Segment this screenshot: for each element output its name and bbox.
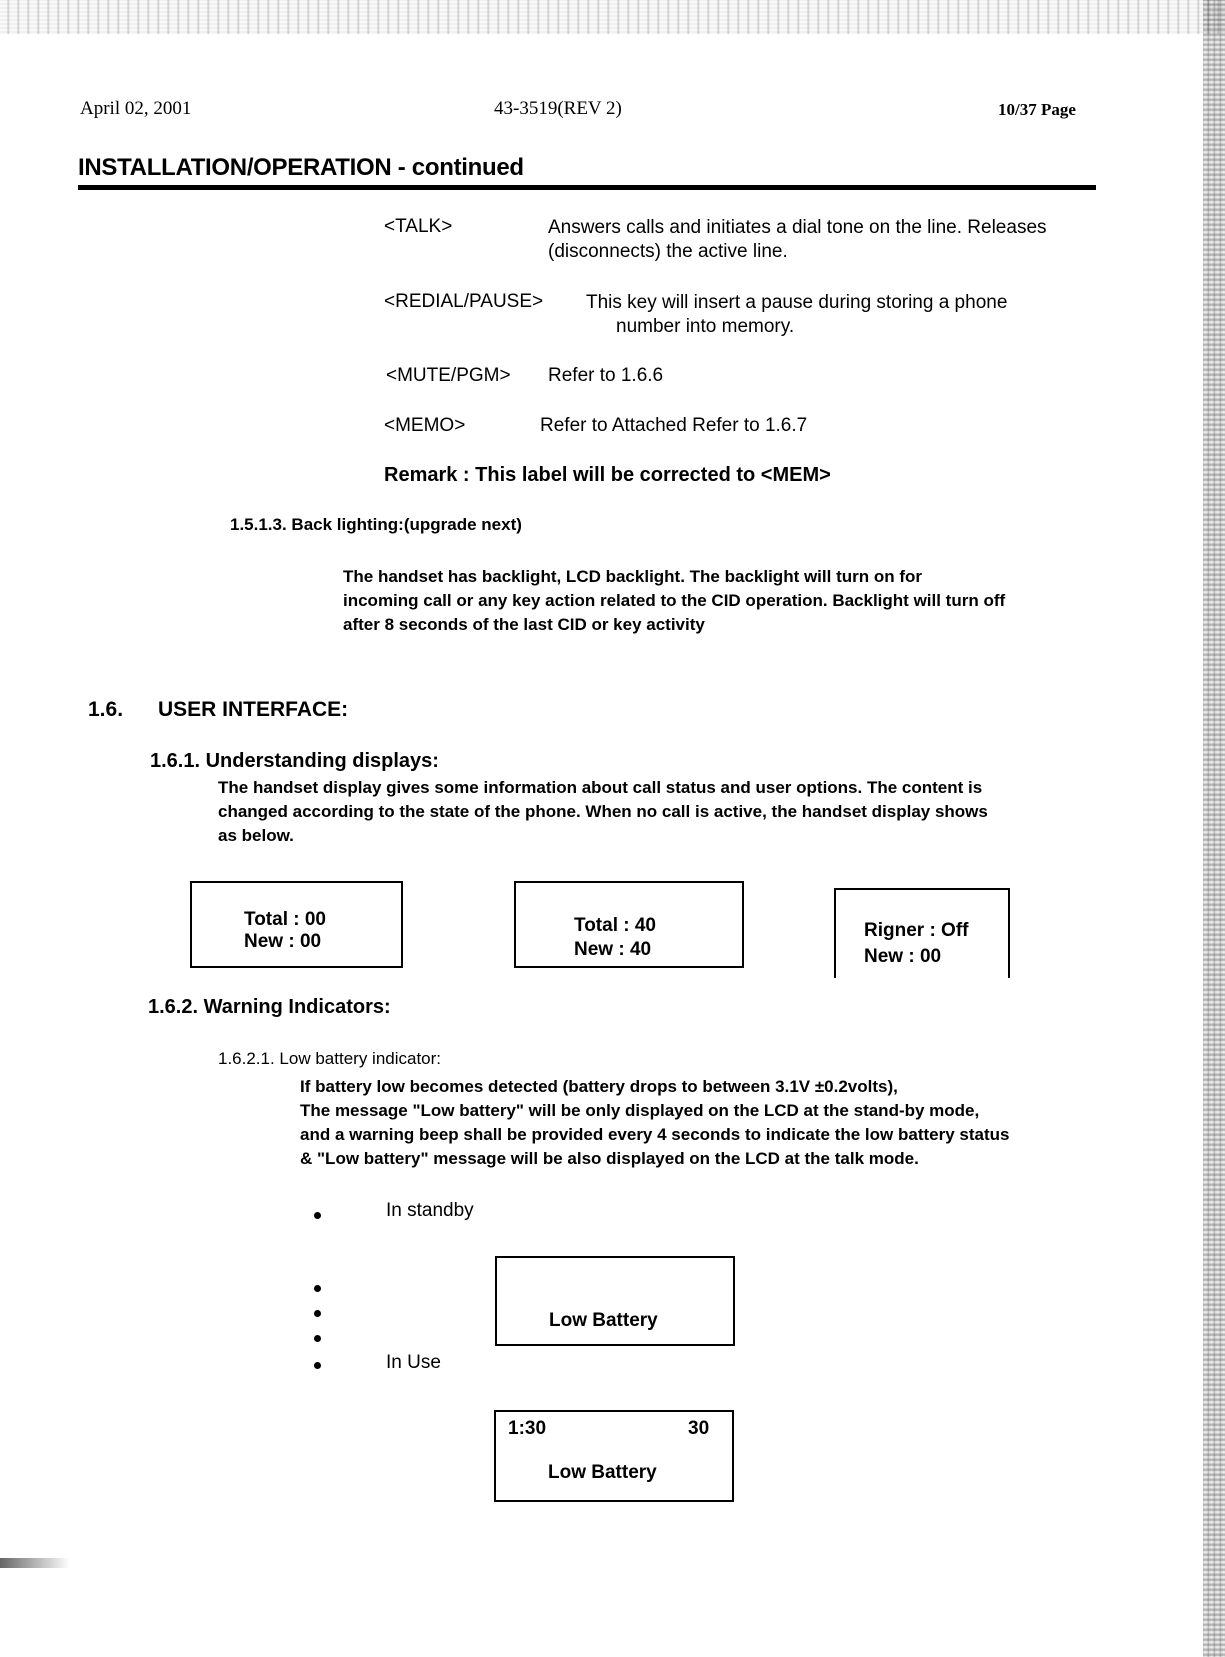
key-redial-pause-desc: This key will insert a pause during storing a phone number into memory. xyxy=(586,292,1008,337)
lcd-2-line-2: New : 40 xyxy=(574,939,652,960)
key-memo: <MEMO> xyxy=(384,415,466,436)
lcd-in-use-text: Low Battery xyxy=(548,1462,657,1483)
standby-label: In standby xyxy=(386,1200,474,1221)
key-mute-pgm: <MUTE/PGM> xyxy=(386,365,511,386)
displays-text: The handset display gives some information about call status and user options. The content is changed according to the state of the phone. When no call is active, the handset display shows as below. xyxy=(218,778,988,845)
header-date: April 02, 2001 xyxy=(80,98,192,119)
displays-heading: 1.6.1. Understanding displays: xyxy=(150,750,439,772)
lcd-2-line-1: Total : 40 xyxy=(574,915,656,936)
key-mute-pgm-desc: Refer to 1.6.6 xyxy=(548,365,664,386)
bullet xyxy=(314,1310,321,1317)
bullet xyxy=(314,1335,321,1342)
bullet-standby xyxy=(314,1212,321,1219)
remark: Remark : This label will be corrected to <MEM> xyxy=(384,464,831,486)
lcd-in-use-time: 1:30 xyxy=(508,1418,547,1439)
warning-subheading: 1.6.2.1. Low battery indicator: xyxy=(218,1049,442,1068)
lcd-3-line-2: New : 00 xyxy=(864,946,942,967)
ui-number: 1.6. xyxy=(88,698,124,721)
section-rule xyxy=(78,185,1096,190)
header-page: 10/37 Page xyxy=(998,100,1076,119)
backlight-heading: 1.5.1.3. Back lighting:(upgrade next) xyxy=(230,515,522,534)
key-redial-pause: <REDIAL/PAUSE> xyxy=(384,291,544,312)
backlight-text: The handset has backlight, LCD backlight. The backlight will turn on for incoming call or any key action related to the CID operation. Backlight will turn off after 8 seconds of the last CID or key activity xyxy=(343,567,1006,634)
lcd-display-3 xyxy=(834,888,1010,978)
lcd-1-line-1: Total : 00 xyxy=(244,909,326,930)
scan-noise-top xyxy=(0,0,1225,34)
lcd-standby xyxy=(495,1256,735,1346)
key-talk-desc: Answers calls and initiates a dial tone on the line. Releases (disconnects) the active line. xyxy=(548,217,1047,262)
warning-heading: 1.6.2. Warning Indicators: xyxy=(148,996,391,1018)
scan-noise-right xyxy=(1203,0,1225,1657)
lcd-in-use xyxy=(494,1410,734,1502)
scan-smudge xyxy=(0,1558,70,1568)
section-title: INSTALLATION/OPERATION - continued xyxy=(78,154,524,181)
key-talk: <TALK> xyxy=(384,216,453,237)
warning-text: If battery low becomes detected (battery drops to between 3.1V ±0.2volts), The message "Low battery" will be only displayed on the LCD at the stand-by mode, and a warning beep shall be provided every 4 seconds to indicate the low battery status & "Low battery" message will be also displayed on the LCD at the talk mode. xyxy=(300,1077,1010,1168)
bullet xyxy=(314,1285,321,1292)
lcd-standby-text: Low Battery xyxy=(549,1310,658,1331)
lcd-1-line-2: New : 00 xyxy=(244,931,322,952)
ui-title: USER INTERFACE: xyxy=(158,698,349,721)
header-doc-id: 43-3519(REV 2) xyxy=(494,98,622,119)
lcd-display-1 xyxy=(190,881,403,968)
bullet-in-use xyxy=(314,1362,321,1369)
lcd-in-use-count: 30 xyxy=(688,1418,710,1439)
in-use-label: In Use xyxy=(386,1352,441,1373)
key-memo-desc: Refer to Attached Refer to 1.6.7 xyxy=(540,415,808,436)
lcd-display-2 xyxy=(514,881,744,968)
lcd-3-line-1: Rigner : Off xyxy=(864,920,969,941)
